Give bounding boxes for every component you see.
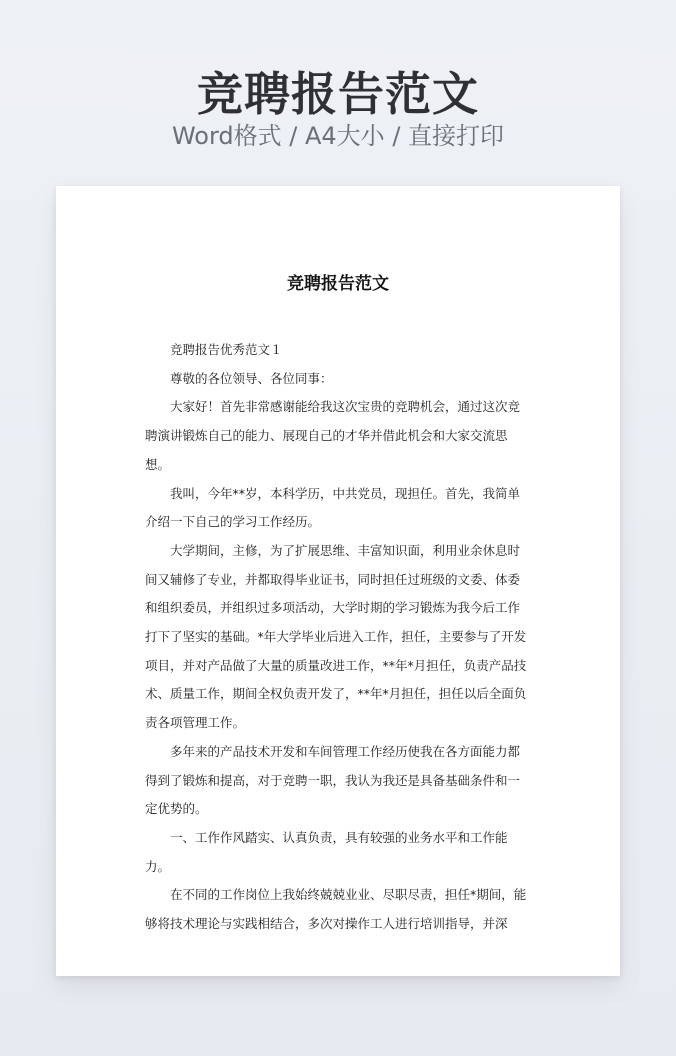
document-paragraph: 多年来的产品技术开发和车间管理工作经历使我在各方面能力都得到了锻炼和提高，对于竞聘一职，我认为我还是具备基础条件和一定优势的。 xyxy=(145,743,521,817)
header-banner xyxy=(0,0,676,186)
document-paragraph: 一、工作作风踏实、认真负责，具有较强的业务水平和工作能力。 xyxy=(145,829,508,874)
document-paragraph: 大学期间，主修，为了扩展思维、丰富知识面，利用业余休息时间又辅修了专业，并都取得毕业证书，同时担任过班级的文委、体委和组织委员，并组织过多项活动，大学时期的学习锻炼为我今后工作打下了坚实的基础。*年大学毕业后进入工作，担任，主要参与了开发项目，并对产品做了大量的质量改进工作，**年*月担任，负责产品技术、质量工作，期间全权负责开发了，**年*月担任，担任以后全面负责各项管理工作。 xyxy=(145,542,527,731)
document-title: 竞聘报告范文 xyxy=(287,274,389,294)
banner-subtitle: Word格式 / A4大小 / 直接打印 xyxy=(171,122,505,150)
document-paragraph: 在不同的工作岗位上我始终兢兢业业、尽职尽责，担任*期间，能够将技术理论与实践相结合，多次对操作工人进行培训指导，并深 xyxy=(145,887,527,932)
document-paragraph: 大家好！首先非常感谢能给我这次宝贵的竞聘机会，通过这次竞聘演讲锻炼自己的能力、展现自己的才华并借此机会和大家交流思想。 xyxy=(145,399,521,472)
document-paragraph: 竞聘报告优秀范文１ xyxy=(170,342,283,357)
document-page xyxy=(56,186,620,976)
document-paragraph: 尊敬的各位领导、各位同事： xyxy=(170,370,333,386)
document-body xyxy=(145,336,531,939)
banner-title: 竞聘报告范文 xyxy=(197,67,479,121)
document-paragraph: 我叫，今年**岁，本科学历，中共党员，现担任。首先，我简单介绍一下自己的学习工作经历。 xyxy=(145,485,521,530)
